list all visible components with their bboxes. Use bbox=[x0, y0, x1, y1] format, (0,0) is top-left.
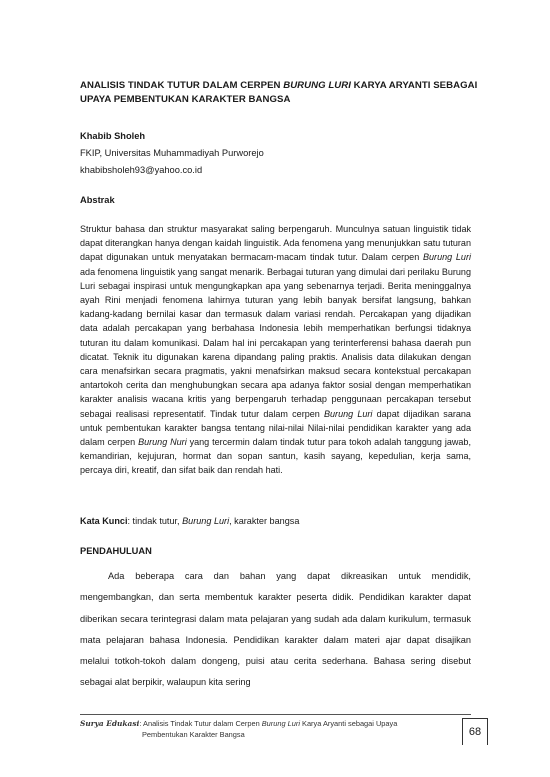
title-text-2: KARYA ARYANTI SEBAGAI UPAYA PEMBENTUKAN KARAKTER BANGSA bbox=[80, 80, 478, 105]
footer-text: : Analisis Tindak Tutur dalam Cerpen bbox=[139, 719, 262, 728]
page-number: 68 bbox=[462, 718, 488, 745]
footer-divider bbox=[80, 714, 471, 715]
footer-line-2: Pembentukan Karakter Bangsa bbox=[142, 730, 245, 739]
abstract-text bbox=[80, 222, 471, 478]
footer-text: Karya Aryanti sebagai Upaya bbox=[299, 719, 398, 728]
abstract-heading: Abstrak bbox=[80, 195, 115, 205]
abstract-segment: yang tercermin dalam tindak tutur para tokoh adalah tanggung jawab, kemandirian, kejujuran, hormat dan sopan santun, kasih sayang, kepedulian, kerja sama, percaya diri, kreatif, dan sifat baik dan rendah hati. bbox=[80, 437, 471, 476]
title-text-1: ANALISIS TINDAK TUTUR DALAM CERPEN bbox=[80, 80, 284, 91]
abstract-italic: Burung Luri bbox=[422, 252, 471, 263]
keywords bbox=[80, 516, 299, 526]
keywords-italic: Burung Luri bbox=[182, 516, 230, 526]
abstract-segment: Struktur bahasa dan struktur masyarakat saling berpengaruh. Munculnya satuan linguistik tidak dapat diterangkan hanya dengan kaidah linguistik. Ada fenomena yang menunjukkan satu tuturan dapat digunakan untuk menyatakan bermacam-macam tindak tutur. Dalam cerpen bbox=[80, 224, 471, 263]
intro-text bbox=[80, 566, 471, 694]
article-title bbox=[80, 79, 480, 107]
author-email: khabibsholeh93@yahoo.co.id bbox=[80, 165, 203, 175]
footer-italic: Burung Luri bbox=[261, 719, 300, 728]
intro-heading: PENDAHULUAN bbox=[80, 546, 152, 556]
running-footer bbox=[80, 718, 410, 740]
journal-name: Surya Edukasi bbox=[80, 719, 140, 728]
abstract-segment: dapat dijadikan sarana untuk pembentukan karakter bangsa tentang nilai-nilai Nilai-nilai pendidikan karakter yang ada dalam cerpen bbox=[80, 408, 471, 448]
abstract-italic: Burung Luri bbox=[323, 408, 373, 419]
intro-paragraph: Ada beberapa cara dan bahan yang dapat dikreasikan untuk mendidik, mengembangkan, dan serta membentuk karakter peserta didik. Pendidikan karakter dapat diberikan secara terintegrasi dalam mata pelajaran yang sudah ada dalam kurikulum, termasuk mata pelajaran bahasa Indonesia. Pendidikan karakter dalam materi ajar dapat disajikan melalui totkoh-tokoh dalam dongeng, puisi atau cerita sederhana. Bahasa sering disebut sebagai alat berpikir, walaupun kita sering bbox=[80, 571, 471, 688]
abstract-segment: ada fenomena linguistik yang sangat menarik. Berbagai tuturan yang dimulai dari perilaku Burung Luri sebagai inspirasi untuk mengungkapkan apa yang sebenarnya terjadi. Berita meninggalnya ayah Rini menjadi fenomena lahirnya tuturan yang lebih banyak bersifat langsung, bahkan kadang-kadang bernilai kasar dan termasuk dalam variasi rendah. Percakapan yang dijadikan data adalah percakapan yang berbahasa Indonesia lebih memperhatikan berfungsi tidaknya tuturan itu dalam komunikasi. Dalam hal ini percakapan yang terinterferensi bahasa daerah pun dicatat. Teknik itu digunakan karena dipandang paling praktis. Analisis data dilakukan dengan cara menafsirkan secara pragmatis, yakni menafsirkan maksud secara kontekstual percakapan antartokoh cerita dan menghubungkan secara apa adanya faktor sosial dengan memperhatikan karakter analisis wacana kritis yang berpengaruh terhadap penggunaan percakapan tersebut sebagai realisasi representatif. Tindak tutur dalam cerpen bbox=[80, 266, 471, 419]
keywords-text: , karakter bangsa bbox=[229, 516, 300, 526]
title-italic-text: BURUNG LURI bbox=[283, 80, 351, 91]
author-affiliation: FKIP, Universitas Muhammadiyah Purworejo bbox=[80, 148, 264, 158]
author-block bbox=[80, 128, 264, 179]
abstract-italic: Burung Nuri bbox=[138, 437, 187, 448]
keywords-text: : tindak tutur, bbox=[127, 516, 183, 526]
author-name: Khabib Sholeh bbox=[80, 131, 146, 141]
keywords-label: Kata Kunci bbox=[80, 516, 128, 526]
